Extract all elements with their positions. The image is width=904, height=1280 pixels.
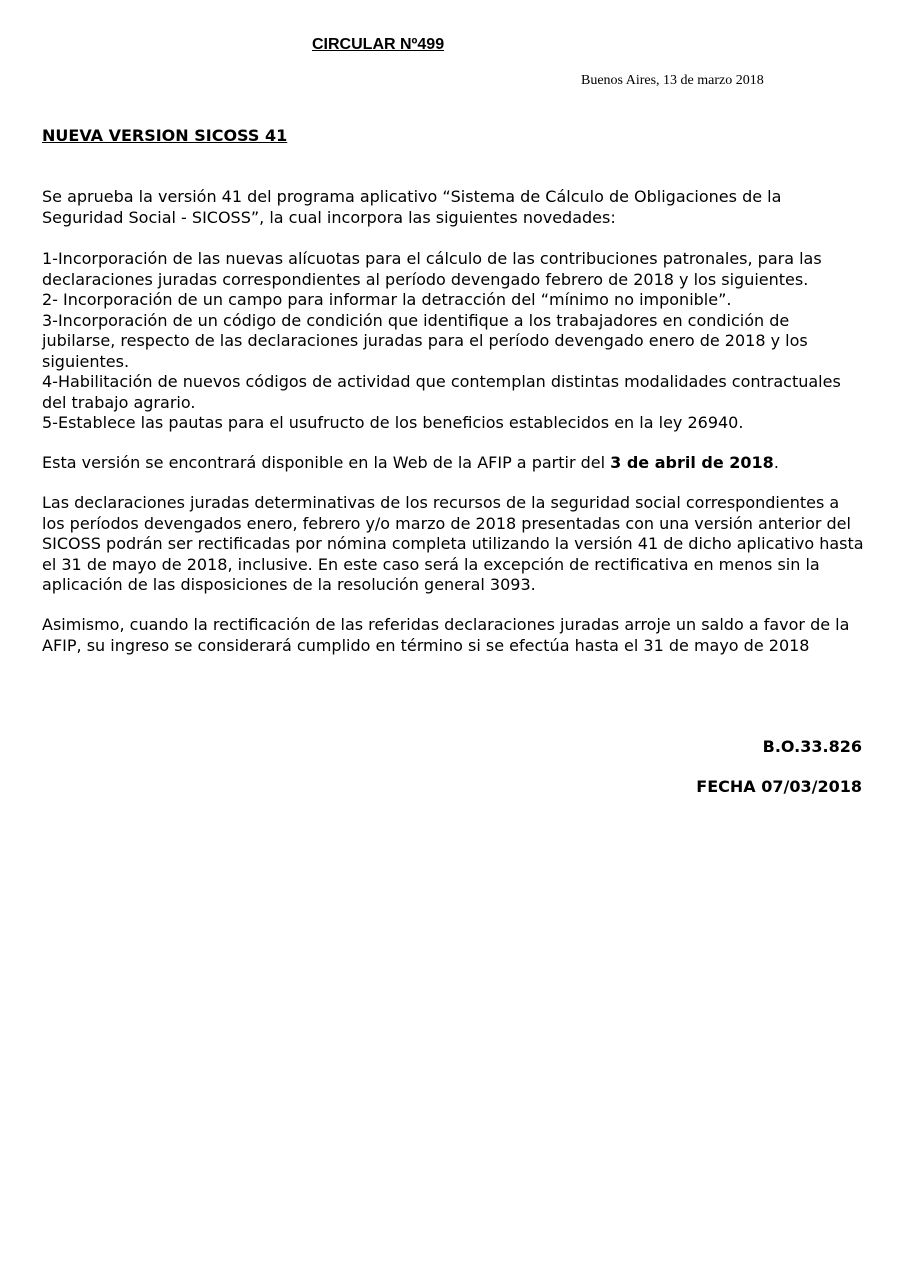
novedades-list (42, 249, 864, 434)
availability-paragraph (42, 453, 864, 474)
place-date: Buenos Aires, 13 de marzo 2018 (581, 73, 764, 88)
subject-heading: NUEVA VERSION SICOSS 41 (42, 126, 288, 145)
list-item: 4-Habilitación de nuevos códigos de actividad que contemplan distintas modalidades contractuales del trabajo agrario. (42, 372, 841, 412)
asimismo-paragraph: Asimismo, cuando la rectificación de las referidas declaraciones juradas arroje un saldo a favor de la AFIP, su ingreso se considerará cumplido en término si se efectúa hasta el 31 de mayo de 2018 (42, 615, 850, 655)
availability-date: 3 de abril de 2018 (610, 453, 774, 472)
publication-date: FECHA 07/03/2018 (696, 777, 862, 796)
list-item: 3-Incorporación de un código de condición que identifique a los trabajadores en condición de jubilarse, respecto de las declaraciones juradas para el período devengado enero de 2018 y los siguientes. (42, 310, 808, 371)
availability-text: Esta versión se encontrará disponible en la Web de la AFIP a partir del (42, 453, 611, 472)
intro-paragraph: Se aprueba la versión 41 del programa aplicativo “Sistema de Cálculo de Obligaciones de la Seguridad Social - SICOSS”, la cual incorpora las siguientes novedades: (42, 187, 782, 227)
circular-title: CIRCULAR Nº499 (312, 36, 445, 53)
list-item: 1-Incorporación de las nuevas alícuotas para el cálculo de las contribuciones patronales, para las declaraciones juradas correspondientes al período devengado febrero de 2018 y los siguientes. (42, 249, 822, 289)
bulletin-reference: B.O.33.826 (762, 737, 862, 756)
list-item: 2- Incorporación de un campo para informar la detracción del “mínimo no imponible”. (42, 290, 732, 309)
rectification-paragraph: Las declaraciones juradas determinativas de los recursos de la seguridad social correspondientes a los períodos devengados enero, febrero y/o marzo de 2018 presentadas con una versión anterior del SICOSS podrán ser rectificadas por nómina completa utilizando la versión 41 de dicho aplicativo hasta el 31 de mayo de 2018, inclusive. En este caso será la excepción de rectificativa en menos sin la aplicación de las disposiciones de la resolución general 3093. (42, 493, 864, 594)
availability-suffix: . (773, 453, 779, 472)
list-item: 5-Establece las pautas para el usufructo de los beneficios establecidos en la ley 26940. (42, 413, 744, 432)
